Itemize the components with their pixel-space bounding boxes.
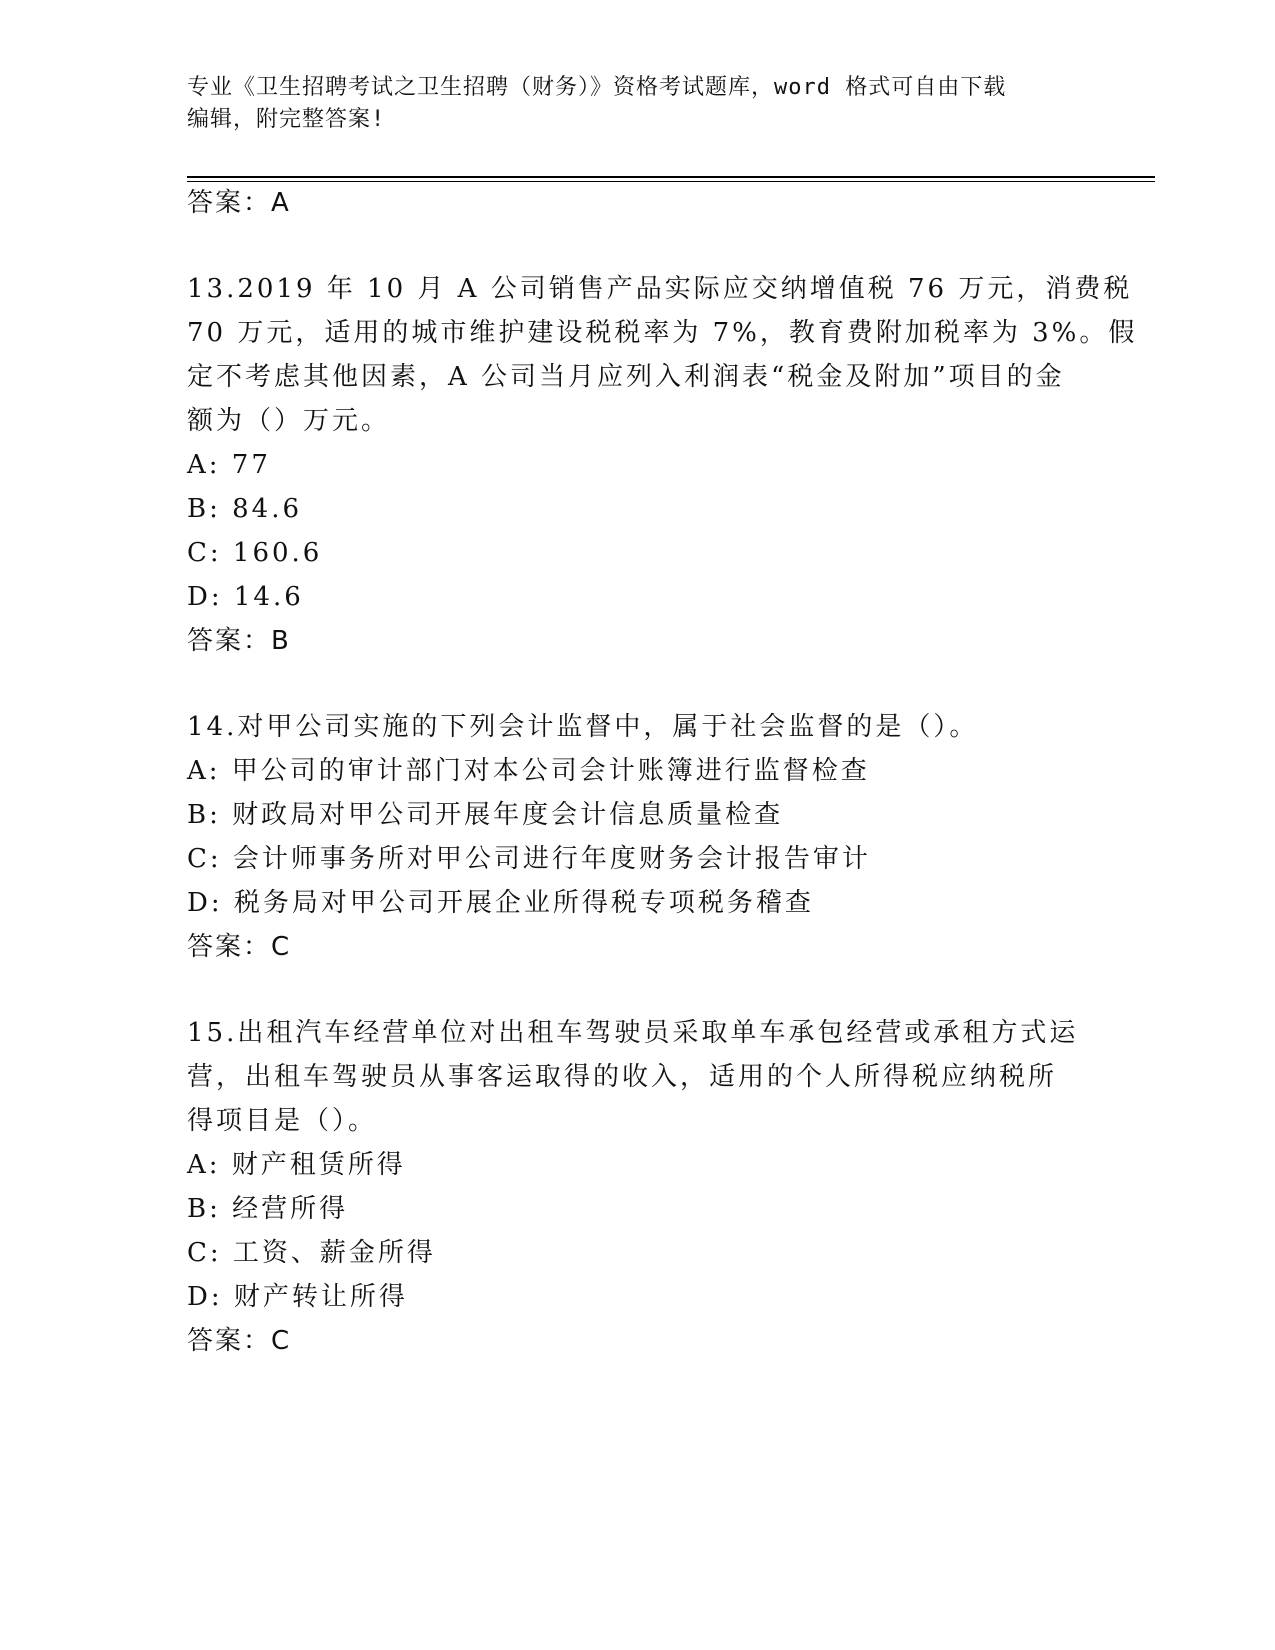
question-13-option-a: A: 77 (187, 450, 271, 480)
question-15-line-3: 得项目是（）。 (187, 1106, 378, 1136)
question-14-option-d: D: 税务局对甲公司开展企业所得税专项税务稽查 (187, 888, 814, 918)
answer-prev: 答案：A (187, 188, 291, 218)
question-15-option-a: A: 财产租赁所得 (187, 1150, 406, 1180)
header-line-2: 编辑，附完整答案! (187, 107, 386, 132)
question-14-option-c: C: 会计师事务所对甲公司进行年度财务会计报告审计 (187, 844, 871, 874)
header-rule-thin (187, 181, 1155, 182)
question-13-line-2: 70 万元，适用的城市维护建设税税率为 7%，教育费附加税率为 3%。假 (187, 318, 1138, 348)
question-14-option-b: B: 财政局对甲公司开展年度会计信息质量检查 (187, 800, 784, 830)
question-13-line-3: 定不考虑其他因素，A 公司当月应列入利润表“税金及附加”项目的金 (187, 362, 1065, 392)
question-13-line-4: 额为（）万元。 (187, 406, 391, 436)
question-13-answer: 答案：B (187, 626, 291, 656)
question-15-line-1: 15.出租汽车经营单位对出租车驾驶员采取单车承包经营或承租方式运 (187, 1018, 1079, 1048)
question-13-option-b: B: 84.6 (187, 494, 303, 524)
question-14-line-1: 14.对甲公司实施的下列会计监督中，属于社会监督的是（）。 (187, 712, 979, 742)
document-header (187, 72, 1067, 136)
question-13-option-c: C: 160.6 (187, 538, 323, 568)
question-13-option-d: D: 14.6 (187, 582, 304, 612)
header-line-1: 专业《卫生招聘考试之卫生招聘（财务）》资格考试题库，word 格式可自由下载 (187, 75, 1007, 100)
question-13-line-1: 13.2019 年 10 月 A 公司销售产品实际应交纳增值税 76 万元，消费税 (187, 274, 1133, 304)
question-15-answer: 答案：C (187, 1326, 292, 1356)
question-15-line-2: 营，出租车驾驶员从事客运取得的收入，适用的个人所得税应纳税所 (187, 1062, 1058, 1092)
question-15-option-c: C: 工资、薪金所得 (187, 1238, 436, 1268)
header-rule-thick (187, 176, 1155, 178)
question-15-option-b: B: 经营所得 (187, 1194, 349, 1224)
question-14-answer: 答案：C (187, 932, 292, 962)
question-15-option-d: D: 财产转让所得 (187, 1282, 408, 1312)
question-14-option-a: A: 甲公司的审计部门对本公司会计账簿进行监督检查 (187, 756, 870, 786)
